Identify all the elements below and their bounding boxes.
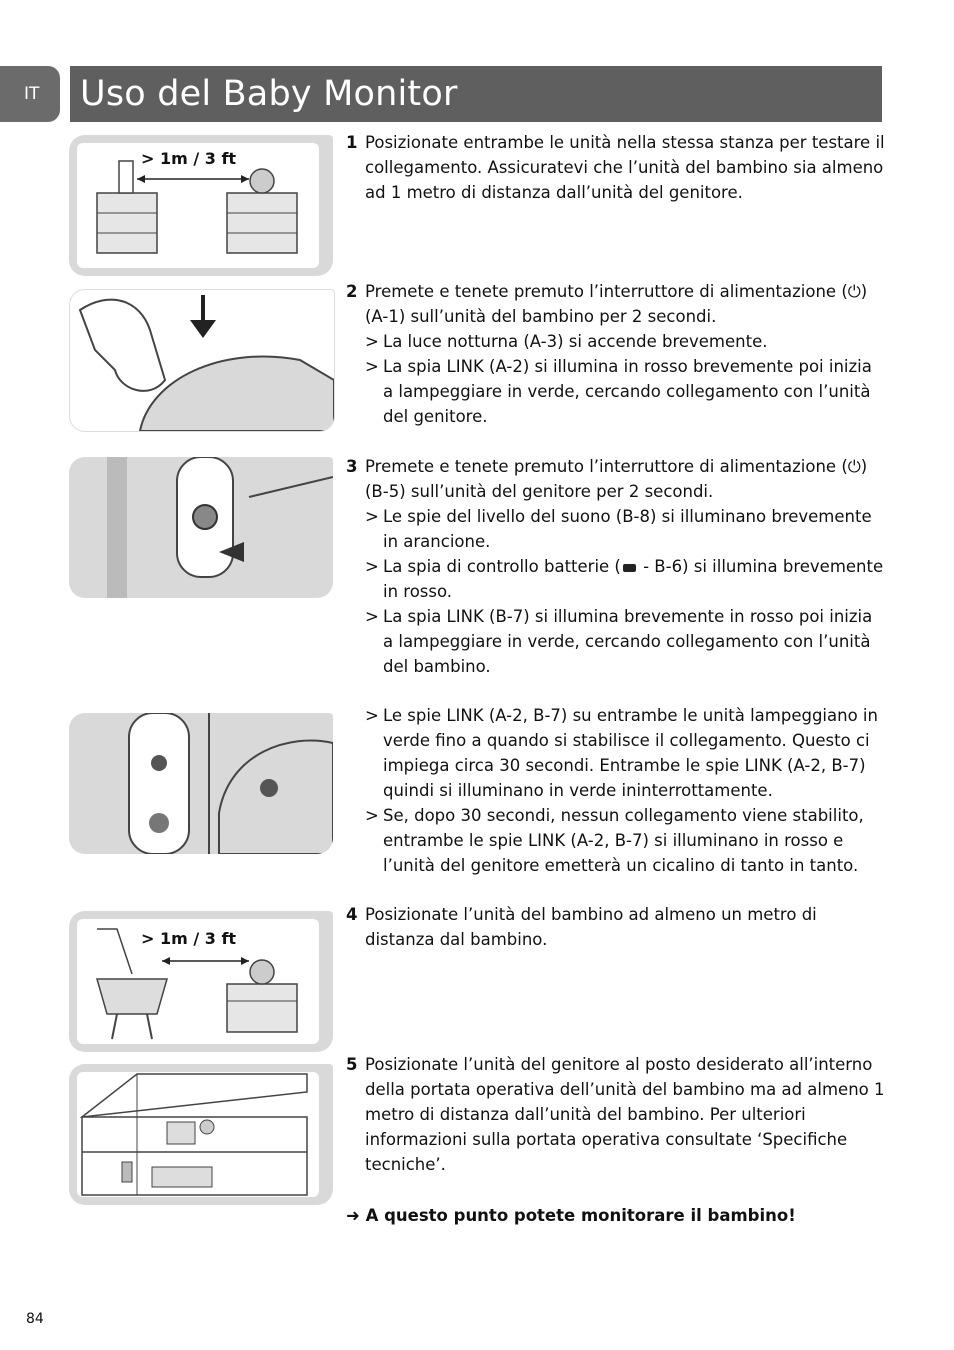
result-arrow: > (365, 806, 379, 825)
step-number: 1 (346, 133, 358, 152)
step-5 (346, 1052, 886, 1177)
step-3-continued (346, 703, 886, 878)
result-arrow: > (365, 332, 379, 351)
distance-label-1: > 1m / 3 ft (141, 149, 237, 168)
step-result: > Le spie LINK (A-2, B-7) su entrambe le unità lampeggiano in verde fino a quando si stabilisce il collegamento. Questo ci impiega circa 30 secondi. Entrambe le spie LINK (A-2, B-7) quindi si illuminano in verde ininterrottamente. (365, 703, 886, 803)
step-4 (346, 902, 886, 952)
illustration-link-leds (69, 713, 333, 854)
step-result: > Se, dopo 30 secondi, nessun collegamento viene stabilito, entrambe le spie LINK (A-2, B-7) si illuminano in rosso e l’unità del genitore emetterà un cicalino di tanto in tanto. (365, 803, 886, 878)
step-3 (346, 454, 886, 679)
page-title-bar (70, 66, 882, 122)
step-text: Posizionate l’unità del bambino ad almeno un metro di distanza dal bambino. (365, 905, 817, 949)
step-number: 3 (346, 457, 358, 476)
result-arrow: > (365, 557, 379, 576)
step-result: > La spia LINK (B-7) si illumina brevemente in rosso poi inizia a lampeggiare in verde, cercando collegamento con l’unità del bambino. (365, 604, 886, 679)
step-number: 2 (346, 282, 358, 301)
result-arrow: > (365, 357, 379, 376)
distance-label-2: > 1m / 3 ft (141, 929, 237, 948)
step-text: Posizionate entrambe le unità nella stessa stanza per testare il collegamento. Assicuratevi che l’unità del bambino sia almeno ad 1 metro di distanza dall’unità del genitore. (365, 133, 885, 202)
step-result: > La spia di controllo batterie ( - B-6) si illumina brevemente in rosso. (365, 554, 886, 604)
step-number: 4 (346, 905, 358, 924)
step-text: Posizionate l’unità del genitore al posto desiderato all’interno della portata operativa dell’unità del bambino ma ad almeno 1 metro di distanza dall’unità del bambino. Per ulteriori informazioni sulla portata operativa consultate ‘Specifiche tecniche’. (365, 1055, 885, 1174)
illustration-units-distance (69, 135, 333, 276)
step-text: Premete e tenete premuto l’interruttore di alimentazione (⏻) (B-5) sull’unità del genitore per 2 secondi. (365, 457, 868, 501)
illustration-press-button-baby-unit (69, 289, 335, 432)
step-result: > La spia LINK (A-2) si illumina in rosso brevemente poi inizia a lampeggiare in verde, cercando collegamento con l’unità del genitore. (365, 354, 886, 429)
illustration-parent-unit-power (69, 457, 333, 598)
language-label: IT (24, 84, 40, 104)
language-tab (0, 66, 60, 122)
result-arrow: > (365, 607, 379, 626)
final-note (346, 1203, 796, 1228)
result-arrow: > (365, 706, 379, 725)
step-2 (346, 279, 886, 429)
step-number: 5 (346, 1055, 358, 1074)
step-text: Premete e tenete premuto l’interruttore di alimentazione (⏻) (A-1) sull’unità del bambino per 2 secondi. (365, 282, 868, 326)
page-title: Uso del Baby Monitor (80, 74, 458, 114)
step-result: > Le spie del livello del suono (B-8) si illuminano brevemente in arancione. (365, 504, 886, 554)
battery-icon (623, 564, 636, 572)
page-number: 84 (26, 1311, 44, 1327)
step-1 (346, 130, 886, 205)
arrow-icon: ➜ (346, 1206, 360, 1225)
result-arrow: > (365, 507, 379, 526)
illustration-house-range (69, 1064, 333, 1205)
final-text: A questo punto potete monitorare il bambino! (365, 1206, 796, 1225)
illustration-crib-distance (69, 911, 333, 1052)
step-result: > La luce notturna (A-3) si accende brevemente. (365, 329, 886, 354)
